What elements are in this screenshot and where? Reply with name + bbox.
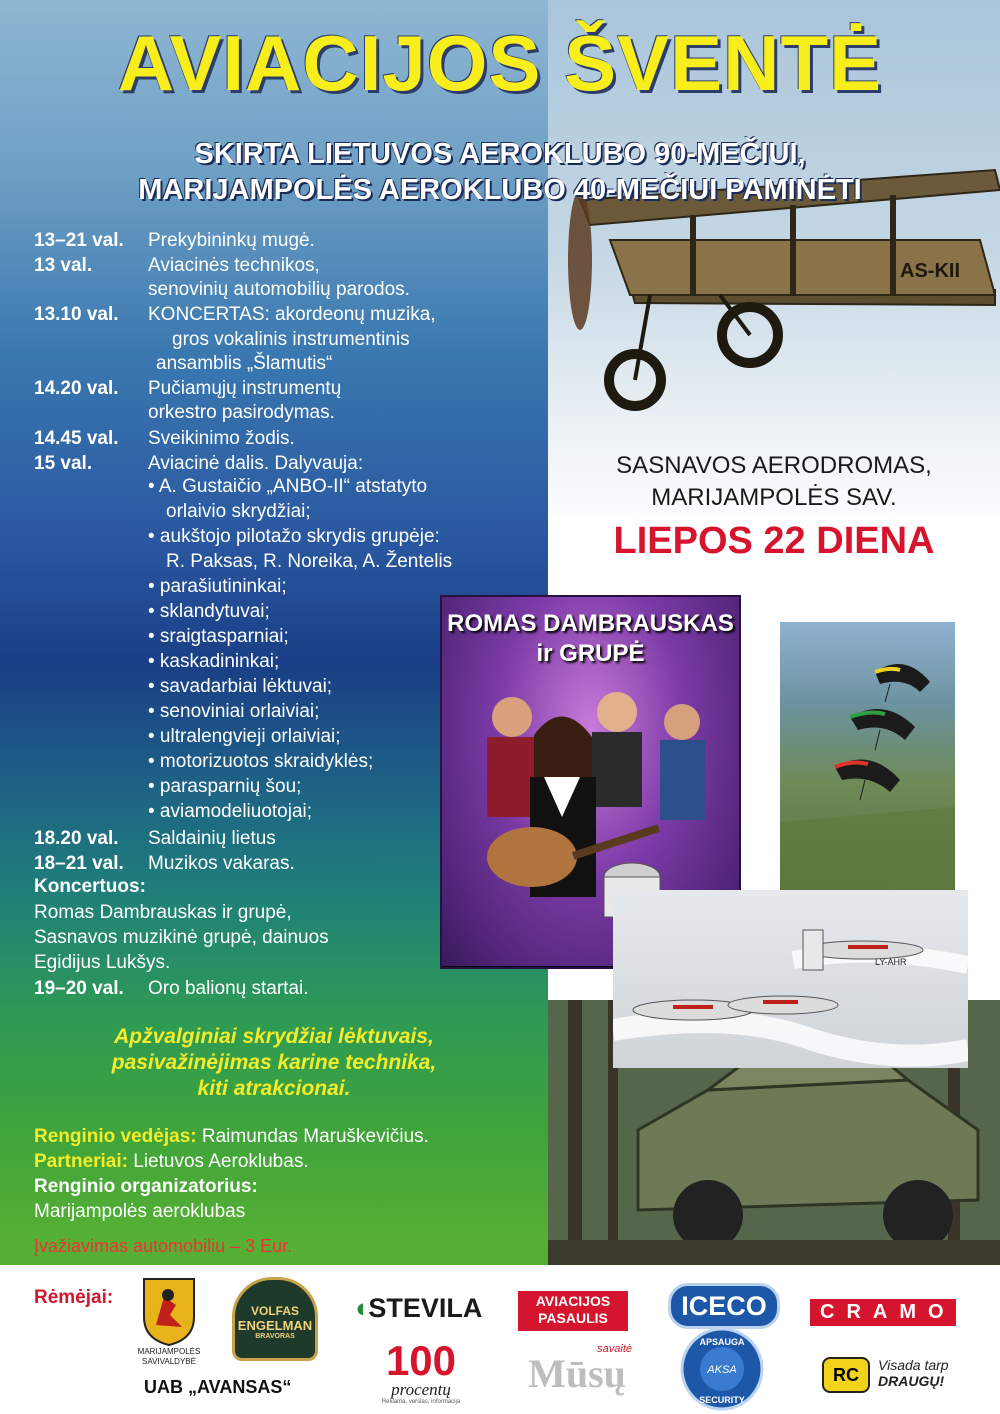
aviacijos-pasaulis-logo: AVIACIJOS PASAULIS (518, 1291, 628, 1331)
plane-marking: AS-KII (900, 260, 960, 282)
host-line: Renginio vedėjas: Raimundas Maruškevičius. (34, 1126, 429, 1147)
schedule-row: 13–21 val. Prekybininkų mugė. (34, 230, 315, 251)
participant-item: • aukštojo pilotažo skrydis grupėje: (148, 526, 440, 547)
apsauga-security-seal-icon (680, 1327, 764, 1411)
participant-item: • ultralengvieji orlaiviai; (148, 726, 341, 747)
schedule-row: 14.20 val. Pučiamųjų instrumentų (34, 378, 342, 399)
participant-item: • aviamodeliuotojai; (148, 801, 313, 822)
schedule-row: 15 val. Aviacinė dalis. Dalyvauja: (34, 453, 364, 474)
participant-item: • kaskadininkai; (148, 651, 280, 672)
participant-item: • sraigtasparniai; (148, 626, 289, 647)
parachutists-photo (780, 622, 955, 894)
apsauga-top-text: APSAUGA (699, 1337, 745, 1347)
partners-line: Partneriai: Lietuvos Aeroklubas. (34, 1151, 309, 1172)
sponsors-bar (0, 1265, 1000, 1414)
rc-slogan: Visada tarp DRAUGŲ! (878, 1357, 949, 1389)
iceco-logo: ICECO (668, 1283, 780, 1329)
schedule-row: senovinių automobilių parodos. (148, 279, 410, 300)
participant-item: • A. Gustaičio „ANBO-II“ atstatyto (148, 476, 428, 497)
participant-item: • senoviniai orlaiviai; (148, 701, 320, 722)
concert-item: Sasnavos muzikinė grupė, dainuos (34, 927, 329, 948)
avansas-logo: UAB „AVANSAS“ (144, 1377, 292, 1397)
schedule-row: gros vokalinis instrumentinis (172, 329, 410, 350)
venue: SASNAVOS AERODROMAS, MARIJAMPOLĖS SAV. (616, 452, 932, 511)
band-title: ROMAS DAMBRAUSKAS ir GRUPĖ (447, 610, 734, 667)
volfas-engelman-logo: VOLFAS ENGELMAN BRAVORAS (232, 1277, 318, 1361)
concerts-label: Koncertuos: (34, 876, 146, 897)
concert-item: Egidijus Lukšys. (34, 952, 171, 973)
participant-item: • motorizuotos skraidyklės; (148, 751, 374, 772)
subtitle-line-1: SKIRTA LIETUVOS AEROKLUBO 90-MEČIUI, (194, 138, 806, 170)
participant-item: • sklandytuvai; (148, 601, 270, 622)
entry-fee: Įvažiavimas automobiliu – 3 Eur. (34, 1236, 293, 1256)
schedule-row: 13 val. Aviacinės technikos, (34, 255, 320, 276)
organizer-label: Renginio organizatorius: (34, 1176, 258, 1197)
schedule-row: ansamblis „Šlamutis“ (156, 353, 333, 374)
apsauga-bottom-text: SECURITY (699, 1395, 745, 1405)
schedule-row: 18–21 val. Muzikos vakaras. (34, 853, 295, 874)
cramo-logo: CRAMO (810, 1299, 956, 1326)
schedule-row: orkestro pasirodymas. (148, 402, 335, 423)
schedule-row: 19–20 val. Oro balionų startai. (34, 978, 309, 999)
100-procentu-logo: 100 procentų Reklama, verslas, informacija (381, 1337, 461, 1405)
yak-marking: LY-AHR (875, 957, 907, 967)
sponsors-label: Rėmėjai: (34, 1287, 114, 1308)
stevila-logo: ◖STEVILA (352, 1293, 483, 1323)
participant-item: orlaivio skrydžiai; (166, 501, 311, 522)
concert-item: Romas Dambrauskas ir grupė, (34, 902, 292, 923)
participant-item: • parasparnių šou; (148, 776, 302, 797)
subtitle-line-2: MARIJAMPOLĖS AEROKLUBO 40-MEČIUI PAMINĖTI (138, 174, 862, 206)
promo-text: Apžvalginiai skrydžiai lėktuvais, pasivažinėjimas karine technika, kiti atrakcionai. (111, 1025, 437, 1100)
schedule-row: 13.10 val. KONCERTAS: akordeonų muzika, (34, 304, 436, 325)
poster-title: AVIACIJOS ŠVENTĖ (117, 19, 883, 107)
aerobatic-planes-photo (613, 890, 968, 1068)
participant-item: R. Paksas, R. Noreika, A. Žentelis (166, 551, 453, 572)
organizer-name: Marijampolės aeroklubas (34, 1201, 246, 1222)
schedule-row: 18.20 val. Saldainių lietus (34, 828, 276, 849)
stevila-mark-icon: ◖ (352, 1293, 369, 1323)
apsauga-center-text: AKSA (707, 1364, 737, 1376)
schedule-row: 14.45 val. Sveikinimo žodis. (34, 428, 295, 449)
musu-savaite-logo: savaitė Mūsų (528, 1343, 632, 1396)
rc-logo: RC (822, 1357, 870, 1393)
participant-item: • savadarbiai lėktuvai; (148, 676, 333, 697)
marijampole-coat-of-arms-icon (140, 1275, 198, 1347)
participant-item: • parašiutininkai; (148, 576, 287, 597)
event-date: LIEPOS 22 DIENA (613, 520, 935, 562)
marijampole-logo-text: MARIJAMPOLĖS SAVIVALDYBĖ (137, 1347, 201, 1366)
